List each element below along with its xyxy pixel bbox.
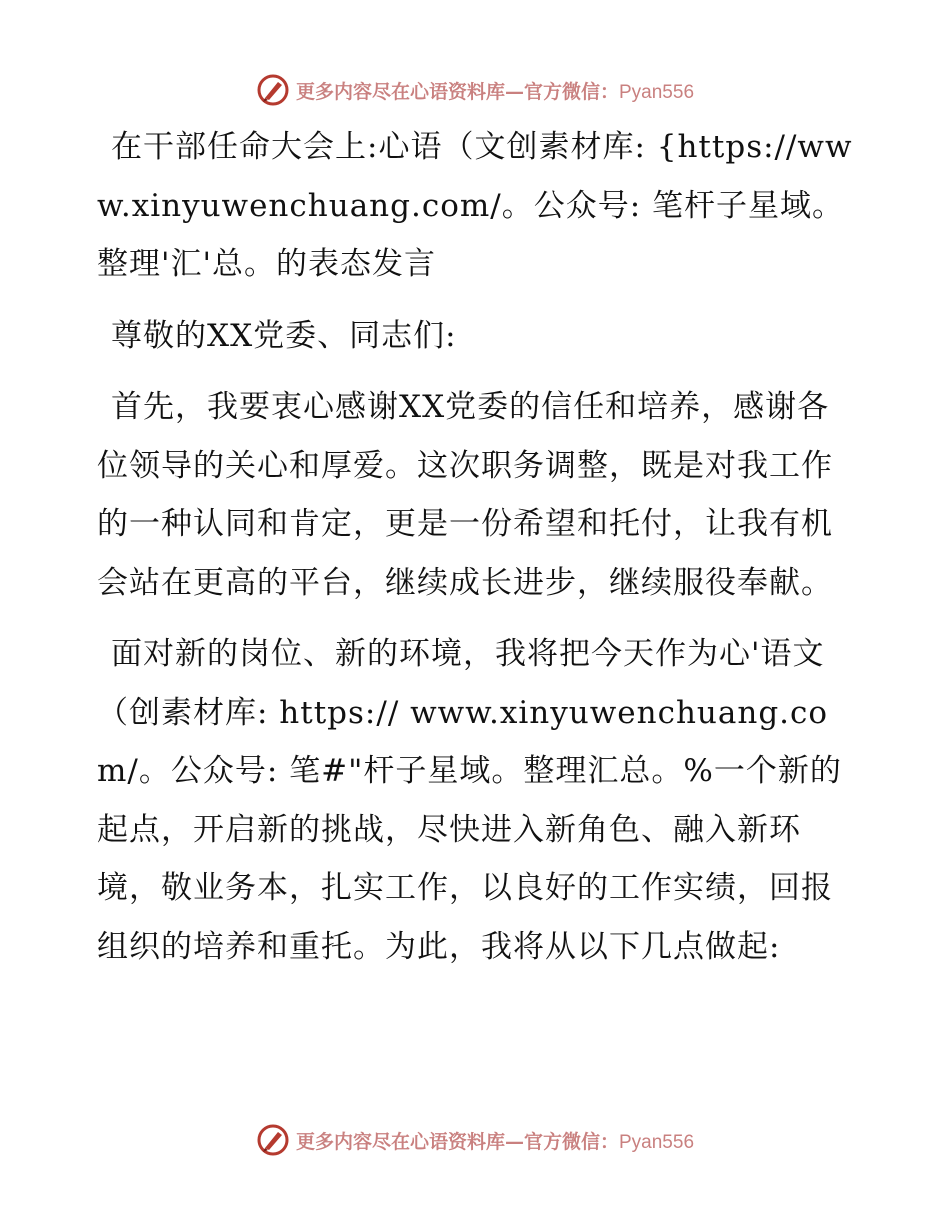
footer-banner-wechat-id: Pyan556: [619, 1131, 695, 1153]
document-body: [97, 118, 857, 976]
pen-logo-icon: [256, 73, 290, 107]
paragraph-salutation: 尊敬的XX党委、同志们:: [111, 317, 457, 354]
footer-banner-text: [296, 1127, 694, 1154]
footer-banner-label: 更多内容尽在心语资料库—官方微信：: [295, 1130, 619, 1153]
pen-logo-icon: [256, 1123, 290, 1157]
paragraph-commitment: 面对新的岗位、新的环境，我将把今天作为心'语文（创素材库: https:// www.xinyuwenchuang.com/。公众号: 笔#"杆子星域。整理汇总。%一个新的起点，开启新的挑战，尽快进入新角色、融入新环境，敬业务本，扎实工作，以良好的工作实绩，回报组织的培养和重托。为此，我将从以下几点做起:: [97, 636, 842, 965]
header-banner: [0, 70, 950, 110]
paragraph-gratitude: 首先，我要衷心感谢XX党委的信任和培养，感谢各位领导的关心和厚爱。这次职务调整，既是对我工作的一种认同和肯定，更是一份希望和托付，让我有机会站在更高的平台，继续成长进步，继续服役奉献。: [97, 389, 833, 601]
header-banner-text: [296, 77, 694, 104]
header-banner-wechat-id: Pyan556: [619, 81, 695, 103]
header-banner-label: 更多内容尽在心语资料库—官方微信：: [295, 80, 619, 103]
footer-banner: [0, 1120, 950, 1160]
paragraph-title: 在干部任命大会上:心语（文创素材库: {https://www.xinyuwenchuang.com/。公众号: 笔杆子星域。整理'汇'总。的表态发言: [97, 129, 853, 282]
